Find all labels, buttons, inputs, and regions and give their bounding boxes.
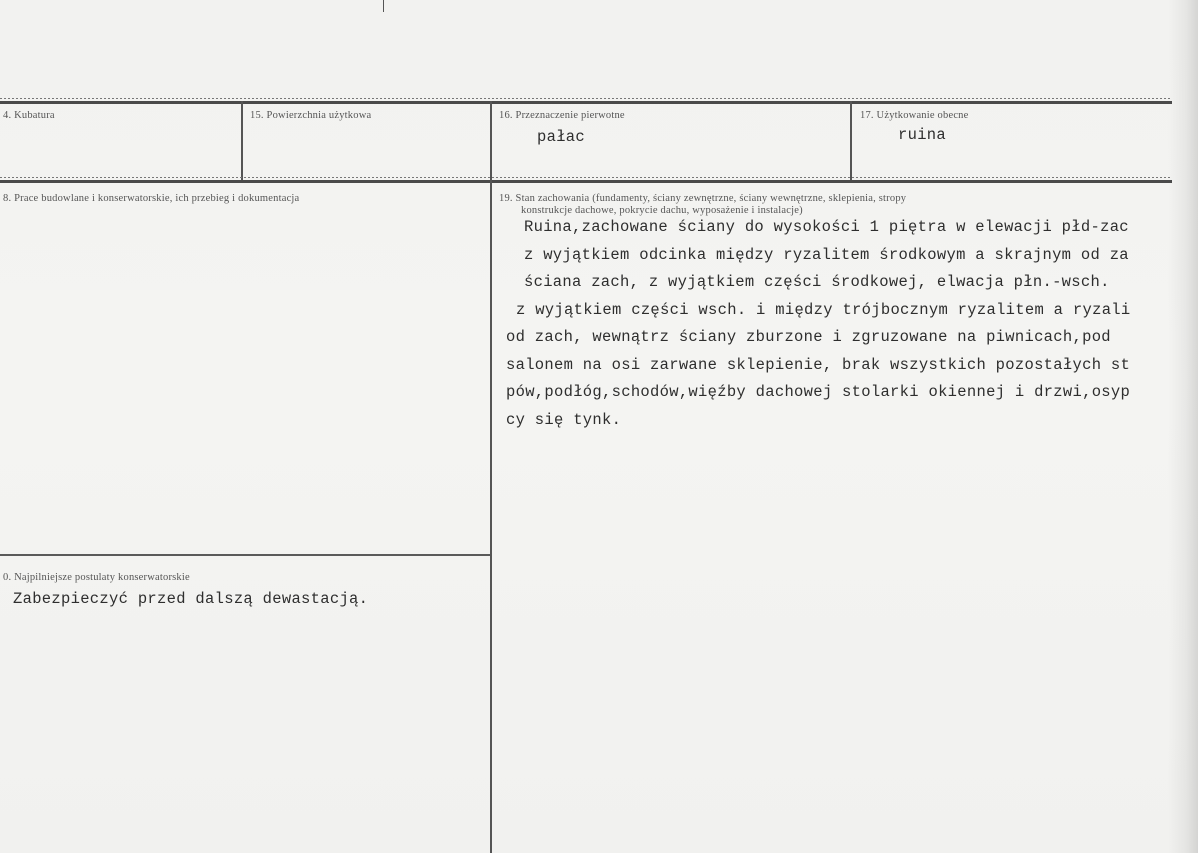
field-19-line: Ruina,zachowane ściany do wysokości 1 piętra w elewacji płd-zac xyxy=(524,218,1129,236)
field-19-line: od zach, wewnątrz ściany zburzone i zgruzowane na piwnicach,pod xyxy=(506,328,1111,346)
field-19-line: ściana zach, z wyjątkiem części środkowej, elwacja płn.-wsch. xyxy=(524,273,1110,291)
field-20-label: 0. Najpilniejsze postulaty konserwatorskie xyxy=(3,572,190,583)
field-19-text xyxy=(506,214,1131,434)
field-19-line: z wyjątkiem odcinka między ryzalitem środkowym a skrajnym od za xyxy=(524,245,1129,264)
top-divider xyxy=(383,0,384,12)
row1-divider-2 xyxy=(490,101,492,180)
field-19-label-line2: konstrukcje dachowe, pokrycie dachu, wyposażenie i instalacje) xyxy=(521,205,803,216)
field-16-label: 16. Przeznaczenie pierwotne xyxy=(499,110,625,121)
row1-bottom-border xyxy=(0,180,1172,183)
field-17-label: 17. Użytkowanie obecne xyxy=(860,110,969,121)
field-14-label: 4. Kubatura xyxy=(3,110,55,121)
left-section-border xyxy=(0,554,490,556)
field-16-value: pałac xyxy=(537,128,586,146)
row1-divider-1 xyxy=(241,101,243,180)
field-19-label-line1: 19. Stan zachowania (fundamenty, ściany zewnętrzne, ściany wewnętrzne, sklepienia, stropy xyxy=(499,193,907,204)
field-20-value: Zabezpieczyć przed dalszą dewastacją. xyxy=(13,590,369,608)
row1-dotted-rule xyxy=(0,177,1172,178)
row1-top-border xyxy=(0,101,1172,104)
field-19-line: pów,podłóg,schodów,więźby dachowej stolarki okiennej i drzwi,osyp xyxy=(506,383,1131,401)
field-18-label: 8. Prace budowlane i konserwatorskie, ich przebieg i dokumentacja xyxy=(3,193,300,204)
field-19-line: z wyjątkiem części wsch. i między trójbocznym ryzalitem a ryzali xyxy=(516,300,1131,319)
field-15-label: 15. Powierzchnia użytkowa xyxy=(250,110,372,121)
field-19-line: cy się tynk. xyxy=(506,410,622,429)
field-17-value: ruina xyxy=(898,126,947,144)
row1-divider-3 xyxy=(850,101,852,180)
field-19-line: salonem na osi zarwane sklepienie, brak wszystkich pozostałych st xyxy=(506,355,1131,374)
scan-edge-shadow xyxy=(1168,0,1198,853)
main-divider xyxy=(490,180,492,853)
top-dotted-rule xyxy=(0,98,1172,99)
